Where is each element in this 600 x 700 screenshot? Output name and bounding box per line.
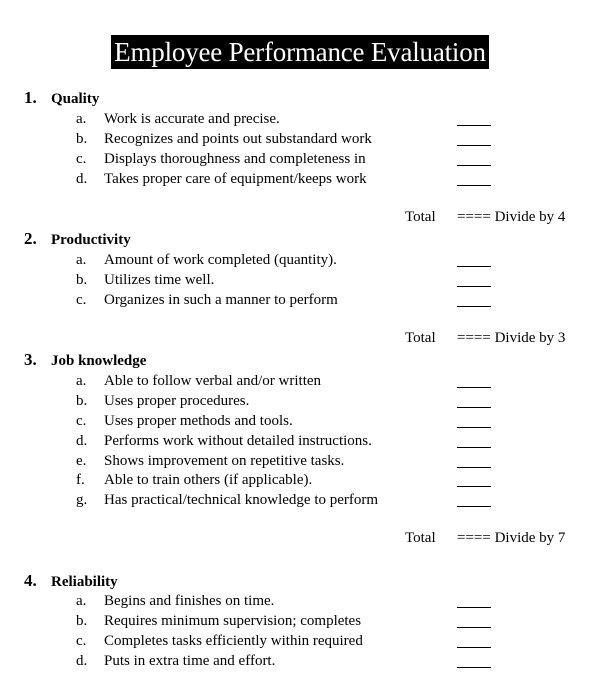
criterion-row xyxy=(0,631,600,651)
criterion-row xyxy=(0,451,600,471)
criterion-row xyxy=(0,651,600,671)
criterion-text: Requires minimum supervision; completes xyxy=(104,613,362,629)
criterion-text: Work is accurate and precise. xyxy=(104,111,280,127)
criterion-letter: b. xyxy=(76,131,88,147)
section-total-row xyxy=(0,528,600,548)
section-title: Productivity xyxy=(51,232,131,248)
score-blank[interactable] xyxy=(457,145,491,146)
criterion-row xyxy=(0,391,600,411)
criterion-row xyxy=(0,250,600,270)
document-title: Employee Performance Evaluation xyxy=(111,35,489,69)
score-blank[interactable] xyxy=(457,607,491,608)
criterion-text: Recognizes and points out substandard work xyxy=(104,131,372,147)
total-label: Total xyxy=(405,330,436,346)
score-blank[interactable] xyxy=(457,306,491,307)
criterion-row xyxy=(0,470,600,490)
score-blank[interactable] xyxy=(457,286,491,287)
section-title: Job knowledge xyxy=(51,353,147,369)
criterion-letter: f. xyxy=(76,472,85,488)
criterion-letter: a. xyxy=(76,373,87,389)
total-formula: ==== Divide by 3 xyxy=(457,330,566,346)
criterion-text: Takes proper care of equipment/keeps work xyxy=(104,171,367,187)
score-blank[interactable] xyxy=(457,447,491,448)
criterion-letter: b. xyxy=(76,613,88,629)
score-blank[interactable] xyxy=(457,486,491,487)
section-heading-quality xyxy=(24,88,99,109)
score-blank[interactable] xyxy=(457,647,491,648)
criterion-text: Begins and finishes on time. xyxy=(104,593,275,609)
total-formula: ==== Divide by 4 xyxy=(457,209,566,225)
section-heading-reliability xyxy=(24,571,118,592)
criterion-row xyxy=(0,129,600,149)
criterion-text: Able to train others (if applicable). xyxy=(104,472,313,488)
criterion-text: Completes tasks efficiently within required xyxy=(104,633,363,649)
criterion-row xyxy=(0,490,600,510)
criterion-row xyxy=(0,149,600,169)
criterion-text: Has practical/technical knowledge to perform xyxy=(104,492,379,508)
section-title: Reliability xyxy=(51,574,118,590)
criterion-text: Able to follow verbal and/or written xyxy=(104,373,322,389)
criterion-letter: a. xyxy=(76,593,87,609)
score-blank[interactable] xyxy=(457,185,491,186)
score-blank[interactable] xyxy=(457,125,491,126)
section-title: Quality xyxy=(51,91,100,107)
criterion-row xyxy=(0,109,600,129)
criterion-row xyxy=(0,169,600,189)
criterion-letter: e. xyxy=(76,453,87,469)
score-blank[interactable] xyxy=(457,165,491,166)
section-number: 2. xyxy=(24,229,37,248)
criterion-text: Displays thoroughness and completeness in xyxy=(104,151,366,167)
criterion-row xyxy=(0,411,600,431)
criterion-row xyxy=(0,371,600,391)
criterion-letter: c. xyxy=(76,633,87,649)
criterion-letter: c. xyxy=(76,151,87,167)
criterion-text: Organizes in such a manner to perform xyxy=(104,292,338,308)
section-number: 1. xyxy=(24,88,37,107)
total-formula: ==== Divide by 7 xyxy=(457,530,566,546)
section-heading-job-knowledge xyxy=(24,350,146,371)
criterion-letter: g. xyxy=(76,492,88,508)
criterion-text: Performs work without detailed instructions. xyxy=(104,433,372,449)
criterion-row xyxy=(0,591,600,611)
criterion-text: Amount of work completed (quantity). xyxy=(104,252,337,268)
criterion-row xyxy=(0,270,600,290)
section-number: 3. xyxy=(24,350,37,369)
criterion-row xyxy=(0,290,600,310)
score-blank[interactable] xyxy=(457,467,491,468)
score-blank[interactable] xyxy=(457,667,491,668)
criterion-text: Uses proper procedures. xyxy=(104,393,250,409)
total-label: Total xyxy=(405,530,436,546)
criterion-row xyxy=(0,611,600,631)
criterion-letter: a. xyxy=(76,252,87,268)
section-number: 4. xyxy=(24,571,37,590)
criterion-text: Puts in extra time and effort. xyxy=(104,653,276,669)
criterion-text: Uses proper methods and tools. xyxy=(104,413,293,429)
total-label: Total xyxy=(405,209,436,225)
criterion-row xyxy=(0,431,600,451)
score-blank[interactable] xyxy=(457,407,491,408)
title-wrap xyxy=(0,35,600,69)
criterion-letter: d. xyxy=(76,433,88,449)
criterion-letter: a. xyxy=(76,111,87,127)
criterion-text: Utilizes time well. xyxy=(104,272,215,288)
section-heading-productivity xyxy=(24,229,131,250)
score-blank[interactable] xyxy=(457,427,491,428)
score-blank[interactable] xyxy=(457,506,491,507)
score-blank[interactable] xyxy=(457,627,491,628)
criterion-text: Shows improvement on repetitive tasks. xyxy=(104,453,345,469)
score-blank[interactable] xyxy=(457,387,491,388)
score-blank[interactable] xyxy=(457,266,491,267)
criterion-letter: b. xyxy=(76,272,88,288)
criterion-letter: d. xyxy=(76,653,88,669)
criterion-letter: c. xyxy=(76,292,87,308)
criterion-letter: b. xyxy=(76,393,88,409)
criterion-letter: d. xyxy=(76,171,88,187)
section-total-row xyxy=(0,207,600,227)
section-total-row xyxy=(0,328,600,348)
criterion-letter: c. xyxy=(76,413,87,429)
